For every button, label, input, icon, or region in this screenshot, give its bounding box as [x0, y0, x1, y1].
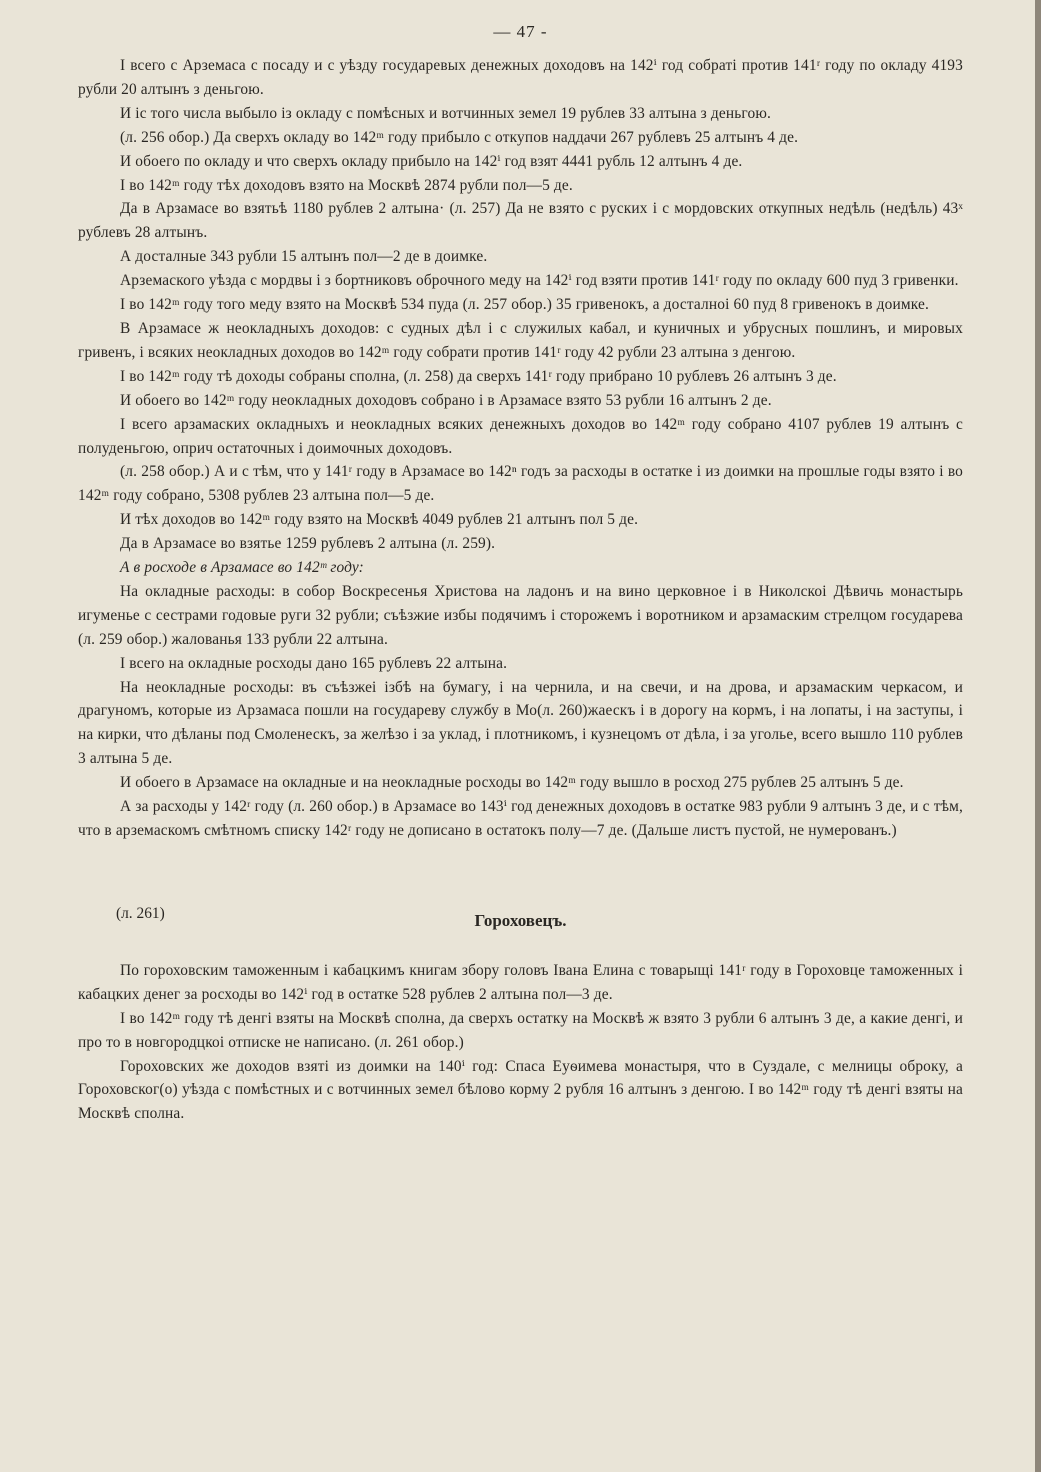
- section-header: [78, 901, 963, 941]
- paragraph-13: I всего арзамаских окладныхъ и неокладных всяких денежныхъ доходов во 142ᵐ году собрано 4107 рублев 19 алтынъ с полуденьгою, оприч остаточных і доимочных доходовъ.: [78, 415, 963, 457]
- section-paragraph-1: По гороховским таможенным і кабацкимъ книгам збору головъ Івана Елина с товарыщі 141ʳ году в Гороховце таможенных і кабацких денег за росходы во 142ⁱ год в остатке 528 рублев 2 алтына пол—3 де.: [78, 961, 963, 1003]
- paragraph-18: На окладные расходы: в собор Воскресенья Христова на ладонъ и на вино церковное і в Николскоі Дѣвичь монастырь игуменье с сестрами годовые руги 32 рубли; съѣзжие избы подячимъ і сторожемъ і воротником и арзамаским стрелцом государева (л. 259 обор.) жалованья 133 рубли 22 алтына.: [78, 582, 963, 648]
- paragraph-1: I всего с Арземаса с посаду и с уѣзду государевых денежных доходовъ на 142ⁱ год собраті против 141ʳ году по окладу 4193 рубли 20 алтынъ з деньгою.: [78, 57, 963, 98]
- paragraph-9: I во 142ᵐ году того меду взято на Москвѣ 534 пуда (л. 257 обор.) 35 гривенокъ, а досталноі 60 пуд 8 гривенокъ в доимке.: [120, 296, 929, 314]
- paragraph-14: (л. 258 обор.) А и с тѣм, что у 141ʳ году в Арзамасе во 142ⁿ годъ за расходы в остатке і из доимки на прошлые годы взято і во 142ᵐ году собрано, 5308 рублев 23 алтына пол—5 де.: [78, 463, 963, 505]
- section-paragraph-2: I во 142ᵐ году тѣ денгі взяты на Москвѣ сполна, да сверхъ остатку на Москвѣ ж взято 3 рубли 6 алтынъ 3 де, а какие денгі, и про то в новгородцкоі отписке не написано. (л. 261 обор.): [78, 1009, 963, 1051]
- section-paragraph-3: Гороховских же доходов взяті из доимки на 140ⁱ год: Спаса Еуѳимева монастыря, что в Суздале, с мелницы оброку, а Гороховског(о) уѣзда с помѣстных и с вотчинных земел бѣлово корму 2 рубля 16 алтынъ з денгою. I во 142ᵐ году тѣ денгі взяты на Москвѣ сполна.: [78, 1057, 963, 1123]
- paragraph-2: И іс того числа выбыло із окладу с помѣсных и вотчинных земел 19 рублев 33 алтына з деньгою.: [120, 104, 771, 122]
- paragraph-3: (л. 256 обор.) Да сверхъ окладу во 142ᵐ году прибыло с откупов наддачи 267 рублевъ 25 алтынъ 4 де.: [120, 128, 799, 146]
- paragraph-15: И тѣх доходов во 142ᵐ году взято на Москвѣ 4049 рублев 21 алтынъ пол 5 де.: [120, 511, 639, 529]
- paragraph-12: И обоего во 142ᵐ году неокладных доходовъ собрано і в Арзамасе взято 53 рубли 16 алтынъ 2 де.: [120, 391, 772, 409]
- section-title: Гороховецъ.: [474, 910, 567, 930]
- paragraph-10: В Арзамасе ж неокладныхъ доходов: с судных дѣл і с служилых кабал, и куничных и убрусных пошлинъ, и мировых гривенъ, і всяких неокладных доходов во 142ᵐ году собрати против 141ʳ году 42 рубли 23 алтына з денгою.: [78, 319, 963, 361]
- paragraph-20: На неокладные росходы: въ съѣзжеі ізбѣ на бумагу, і на чернила, и на свечи, и на дрова, и арзамаским черкасом, и драгуномъ, которые из Арзамаса пошли на государеву службу в Мо(л. 260)жаескъ і в дорогу на кормъ, і на лопаты, і на заступы, і на кирки, что дѣланы под Смоленескъ, за желѣзо і за уклад, і плотникомъ, і кузнецомъ от дѣла, і за уголье, всего вышло 110 рублев 3 алтына 5 де.: [78, 678, 963, 768]
- page-number: — 47 -: [493, 22, 548, 41]
- paragraph-11: I во 142ᵐ году тѣ доходы собраны сполна, (л. 258) да сверхъ 141ʳ году прибрано 10 рублевъ 26 алтынъ 3 де.: [120, 367, 837, 385]
- paragraph-4: И обоего по окладу и что сверхъ окладу прибыло на 142ⁱ год взят 4441 рубль 12 алтынъ 4 де.: [120, 152, 743, 170]
- paragraph-22: А за расходы у 142ʳ году (л. 260 обор.) в Арзамасе во 143ⁱ год денежных доходовъ в остатке 983 рубли 9 алтынъ 3 де, и с тѣм, что в арземаскомъ смѣтномъ списку 142ʳ году не дописано в остатокъ полу—7 де. (Дальше листъ пустой, не нумерованъ.): [78, 798, 963, 839]
- paragraph-6: Да в Арзамасе во взятьѣ 1180 рублев 2 алтына· (л. 257) Да не взято с руских і с мордовских откупных недѣль (недѣль) 43ˣ рублевъ 28 алтынъ.: [78, 200, 963, 242]
- blank-space: [78, 843, 963, 901]
- paragraph-17-heading: А в росходе в Арзамасе во 142ᵐ году:: [120, 559, 364, 577]
- paragraph-8: Арземаского уѣзда с мордвы і з бортниковъ оброчного меду на 142ⁱ год взяти против 141ʳ году по окладу 600 пуд 3 гривенки.: [120, 272, 959, 290]
- paragraph-7: А досталные 343 рубли 15 алтынъ пол—2 де в доимке.: [120, 248, 488, 266]
- paragraph-19: I всего на окладные росходы дано 165 рублевъ 22 алтына.: [120, 654, 508, 672]
- paragraph-5: I во 142ᵐ году тѣх доходовъ взято на Москвѣ 2874 рубли пол—5 де.: [120, 176, 573, 194]
- paragraph-21: И обоего в Арзамасе на окладные и на неокладные росходы во 142ᵐ году вышло в росход 275 рублев 25 алтынъ 5 де.: [120, 774, 904, 792]
- paragraph-16: Да в Арзамасе во взятье 1259 рублевъ 2 алтына (л. 259).: [120, 535, 496, 553]
- sheet-reference: (л. 261): [116, 904, 165, 922]
